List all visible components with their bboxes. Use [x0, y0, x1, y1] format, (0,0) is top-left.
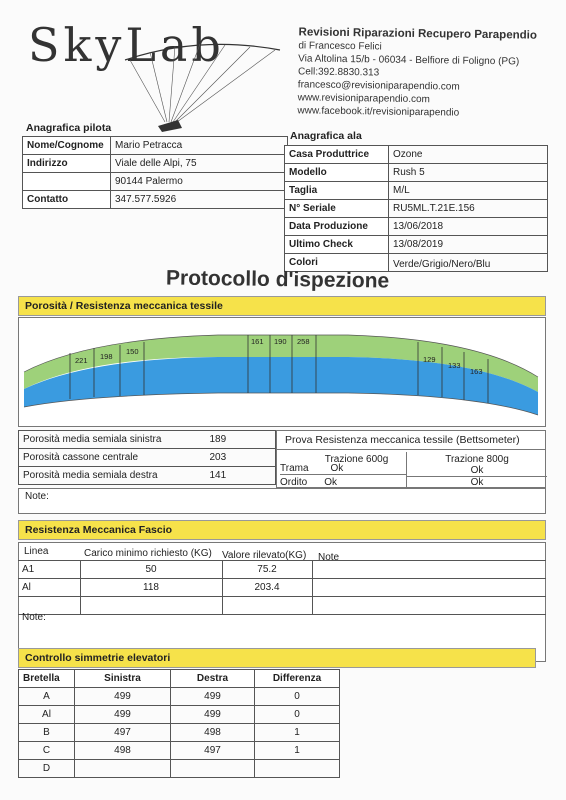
wing-value: 13/06/2018	[389, 218, 548, 236]
pilot-label	[23, 173, 111, 191]
bettsometer-value: Ok	[324, 477, 338, 488]
wing-value: Verde/Grigio/Nero/Blu	[389, 254, 548, 272]
bettsometer-heading: Prova Resistenza meccanica tessile (Bettsometer)	[277, 431, 545, 450]
pilot-value: Mario Petracca	[111, 137, 288, 155]
bettsometer-row-ordito	[280, 477, 407, 488]
riser-cell: D	[19, 760, 75, 778]
table-row	[19, 670, 340, 688]
note-cell	[312, 579, 546, 597]
riser-cell: B	[19, 724, 75, 742]
bettsometer-row-label: Trama	[280, 463, 309, 474]
right-cell: 497	[171, 742, 255, 760]
right-cell	[171, 760, 255, 778]
table-row	[19, 724, 340, 742]
wing-label: Ultimo Check	[285, 236, 389, 254]
table-row	[18, 597, 546, 615]
porosity-reading: 190	[274, 337, 287, 346]
pilot-label: Contatto	[23, 191, 111, 209]
wing-label: Modello	[285, 164, 389, 182]
paraglider-logo-icon	[120, 40, 290, 135]
porosity-averages-table	[18, 430, 276, 485]
average-label: Porosità media semiala destra	[19, 467, 206, 485]
porosity-reading: 198	[100, 352, 113, 361]
average-label: Porosità media semiala sinistra	[19, 431, 206, 449]
mechanical-heading: Resistenza Meccanica Fascio	[18, 520, 546, 540]
wing-label: Colori	[285, 254, 389, 272]
table-row	[23, 191, 288, 209]
table-row	[18, 561, 546, 579]
porosity-heading: Porosità / Resistenza meccanica tessile	[18, 296, 546, 316]
table-row	[285, 146, 548, 164]
bettsometer-value: Ok	[470, 477, 484, 488]
company-address: Via Altolina 15/b - 06034 - Belfiore di Foligno (PG)	[298, 53, 520, 68]
left-cell: 499	[75, 688, 171, 706]
pilot-value: 347.577.5926	[111, 191, 288, 209]
porosity-reading: 258	[297, 337, 310, 346]
average-value: 189	[206, 431, 276, 449]
right-cell: 499	[171, 706, 255, 724]
wing-label: Data Produzione	[285, 218, 389, 236]
company-email[interactable]: francesco@revisioniparapendio.com	[297, 79, 460, 93]
bettsometer-col-header: Trazione 800g	[445, 454, 509, 465]
company-facebook[interactable]: www.facebook.it/revisioniparapendio	[297, 105, 460, 119]
col-header: Bretella	[19, 670, 75, 688]
col-header: Note	[318, 552, 340, 563]
wing-porosity-diagram	[18, 317, 546, 427]
porosity-reading: 150	[126, 347, 139, 356]
company-owner: di Francesco Felici	[298, 40, 382, 53]
average-value: 141	[206, 467, 276, 485]
col-header: Sinistra	[75, 670, 171, 688]
diff-cell: 0	[255, 706, 340, 724]
table-row	[285, 218, 548, 236]
porosity-reading: 163	[470, 367, 483, 376]
col-header: Carico minimo richiesto (KG)	[84, 548, 212, 559]
pilot-value: Viale delle Alpi, 75	[111, 155, 288, 173]
note-label: Note:	[25, 491, 49, 502]
wing-value: Ozone	[389, 146, 548, 164]
table-row	[19, 706, 340, 724]
bettsometer-row-trama	[280, 463, 407, 475]
min-load-cell: 50	[80, 561, 222, 579]
left-cell: 498	[75, 742, 171, 760]
bettsometer-row-label: Ordito	[280, 477, 308, 488]
table-row	[19, 688, 340, 706]
table-row	[23, 137, 288, 155]
logo-text: SkyLab	[28, 18, 225, 72]
min-load-cell: 118	[80, 579, 222, 597]
table-row	[18, 579, 546, 597]
mechanical-note-label: Note:	[22, 612, 46, 623]
table-row	[23, 155, 288, 173]
col-header: Valore rilevato(KG)	[222, 550, 307, 561]
col-header: Differenza	[255, 670, 340, 688]
pilot-heading: Anagrafica pilota	[26, 122, 112, 134]
measured-cell: 75.2	[222, 561, 312, 579]
porosity-reading: 133	[448, 361, 461, 370]
page-title: Protocollo d'ispezione	[165, 266, 390, 293]
wing-value: Rush 5	[389, 164, 548, 182]
bettsometer-col-800	[407, 452, 547, 489]
wing-label: Taglia	[285, 182, 389, 200]
table-row	[285, 164, 548, 182]
wing-label: Casa Produttrice	[285, 146, 389, 164]
porosity-reading: 161	[251, 337, 264, 346]
table-row	[19, 431, 276, 449]
mechanical-table	[18, 560, 546, 615]
company-info	[297, 26, 537, 120]
diff-cell: 1	[255, 742, 340, 760]
symmetry-table	[18, 669, 340, 778]
col-header: Destra	[171, 670, 255, 688]
wing-heading: Anagrafica ala	[290, 130, 362, 142]
table-row	[285, 182, 548, 200]
table-row	[285, 200, 548, 218]
table-row	[19, 449, 276, 467]
wing-value: 13/08/2019	[389, 236, 548, 254]
wing-value: RU5ML.T.21E.156	[389, 200, 548, 218]
bettsometer-col-header: Trazione 600g	[324, 454, 389, 465]
pilot-value: 90144 Palermo	[111, 173, 288, 191]
wing-label: N° Seriale	[285, 200, 389, 218]
col-header: Linea	[24, 546, 49, 557]
company-name: Revisioni Riparazioni Recupero Parapendio	[298, 26, 537, 42]
left-cell	[75, 760, 171, 778]
average-label: Porosità cassone centrale	[19, 449, 206, 467]
porosity-reading: 129	[423, 355, 436, 364]
pilot-label: Nome/Cognome	[23, 137, 111, 155]
company-web[interactable]: www.revisioniparapendio.com	[297, 92, 431, 106]
left-cell: 499	[75, 706, 171, 724]
bettsometer-value: Ok	[407, 465, 547, 477]
company-cell: Cell:392.8830.313	[297, 66, 380, 79]
line-cell: Al	[18, 579, 80, 597]
riser-cell: Al	[19, 706, 75, 724]
wing-value: M/L	[389, 182, 548, 200]
table-row	[23, 173, 288, 191]
right-cell: 498	[171, 724, 255, 742]
table-row	[19, 760, 340, 778]
bettsometer-value: Ok	[330, 463, 344, 474]
table-row	[285, 236, 548, 254]
left-cell: 497	[75, 724, 171, 742]
note-cell	[312, 561, 546, 579]
table-row	[19, 467, 276, 485]
wing-table	[284, 145, 548, 272]
average-value: 203	[206, 449, 276, 467]
bettsometer-col-600	[277, 452, 407, 489]
pilot-table	[22, 136, 288, 209]
diff-cell: 1	[255, 724, 340, 742]
diff-cell: 0	[255, 688, 340, 706]
porosity-note[interactable]	[18, 488, 546, 514]
riser-cell: C	[19, 742, 75, 760]
measured-cell: 203.4	[222, 579, 312, 597]
symmetry-heading: Controllo simmetrie elevatori	[18, 648, 536, 668]
porosity-reading: 221	[75, 356, 88, 365]
table-row	[19, 742, 340, 760]
bettsometer-box	[276, 430, 546, 488]
right-cell: 499	[171, 688, 255, 706]
diff-cell	[255, 760, 340, 778]
riser-cell: A	[19, 688, 75, 706]
pilot-label: Indirizzo	[23, 155, 111, 173]
line-cell: A1	[18, 561, 80, 579]
